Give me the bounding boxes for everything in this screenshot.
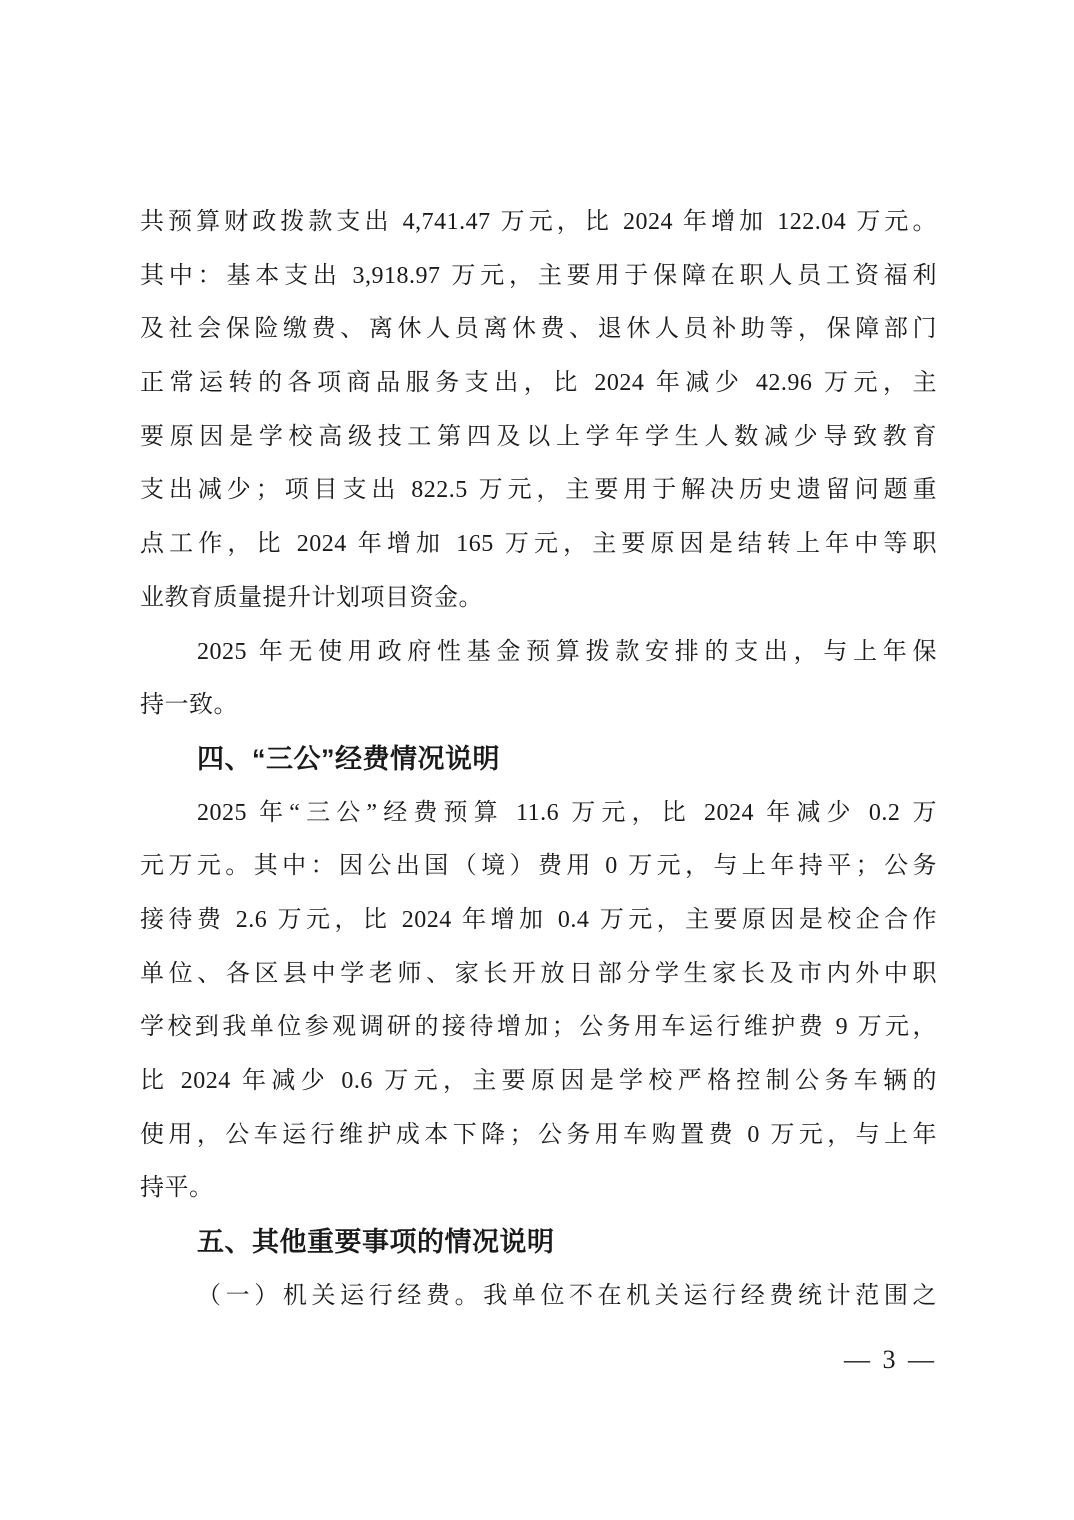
paragraph-line: 比 2024 年减少 0.6 万元，主要原因是学校严格控制公务车辆的 bbox=[140, 1068, 937, 1094]
paragraph-line: 使用，公车运行维护成本下降；公务用车购置费 0 万元，与上年 bbox=[140, 1121, 937, 1148]
paragraph-line: （一）机关运行经费。我单位不在机关运行经费统计范围之 bbox=[197, 1282, 937, 1309]
paragraph-line: 接待费 2.6 万元，比 2024 年增加 0.4 万元，主要原因是校企合作 bbox=[140, 906, 937, 933]
paragraph-line: 2025 年无使用政府性基金预算拨款安排的支出，与上年保 bbox=[197, 638, 937, 665]
section-heading: 四、“三公”经费情况说明 bbox=[197, 743, 500, 774]
section-heading: 五、其他重要事项的情况说明 bbox=[197, 1227, 555, 1258]
paragraph-line: 单位、各区县中学老师、家长开放日部分学生家长及市内外中职 bbox=[140, 960, 937, 987]
paragraph-line: 共预算财政拨款支出 4,741.47 万元，比 2024 年增加 122.04 万元。 bbox=[140, 209, 937, 235]
paragraph-line: 及社会保险缴费、离休人员离休费、退休人员补助等，保障部门 bbox=[140, 316, 937, 343]
page-number: — 3 — bbox=[844, 1345, 937, 1374]
paragraph-line: 学校到我单位参观调研的接待增加；公务用车运行维护费 9 万元， bbox=[140, 1014, 937, 1041]
paragraph-line: 正常运转的各项商品服务支出，比 2024 年减少 42.96 万元，主 bbox=[140, 370, 937, 397]
paragraph-line: 点工作，比 2024 年增加 165 万元，主要原因是结转上年中等职 bbox=[140, 531, 937, 558]
paragraph-line: 元万元。其中：因公出国（境）费用 0 万元，与上年持平；公务 bbox=[140, 853, 937, 880]
document-body bbox=[140, 196, 937, 1323]
paragraph-line: 支出减少；项目支出 822.5 万元，主要用于解决历史遗留问题重 bbox=[140, 477, 937, 504]
paragraph-line: 业教育质量提升计划项目资金。 bbox=[140, 584, 483, 611]
paragraph-line: 持一致。 bbox=[140, 692, 238, 719]
paragraph-line: 要原因是学校高级技工第四及以上学年学生人数减少导致教育 bbox=[140, 423, 937, 450]
paragraph-line: 其中：基本支出 3,918.97 万元，主要用于保障在职人员工资福利 bbox=[140, 262, 937, 289]
paragraph-line: 2025 年“三公”经费预算 11.6 万元，比 2024 年减少 0.2 万 bbox=[197, 799, 937, 826]
paragraph-line: 持平。 bbox=[140, 1175, 214, 1202]
